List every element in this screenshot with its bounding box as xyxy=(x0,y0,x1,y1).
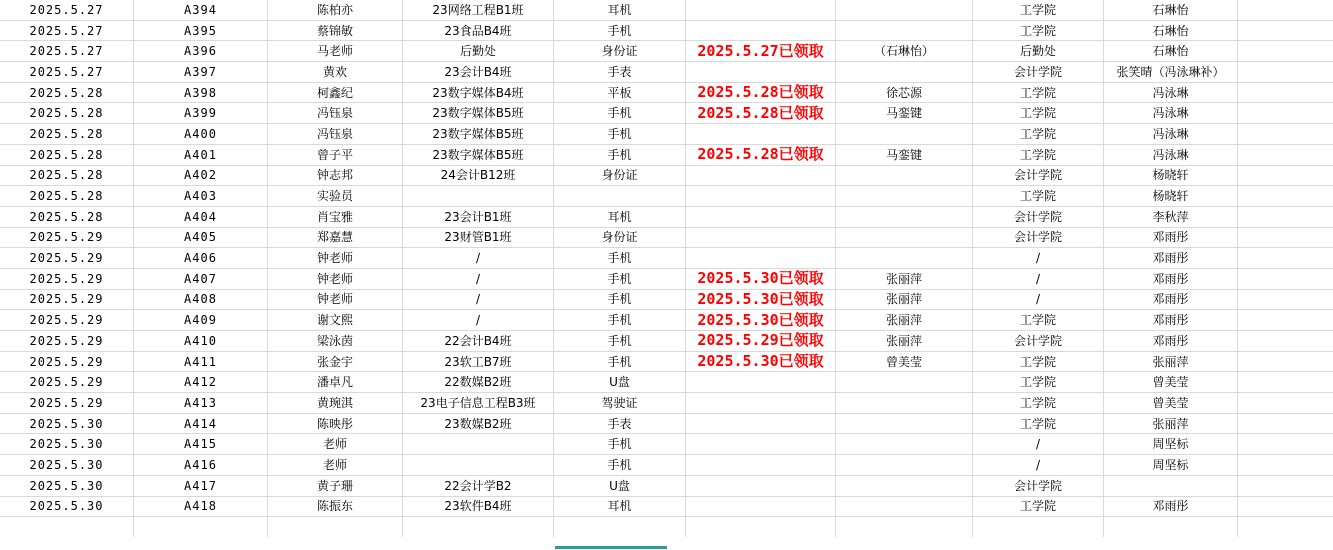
cell-extra[interactable] xyxy=(1238,248,1333,269)
cell-college[interactable]: / xyxy=(973,268,1104,289)
cell-date[interactable]: 2025.5.28 xyxy=(0,206,134,227)
cell-date[interactable]: 2025.5.28 xyxy=(0,165,134,186)
cell-status[interactable] xyxy=(686,0,836,20)
cell-id[interactable]: A409 xyxy=(134,310,268,331)
cell-date[interactable]: 2025.5.29 xyxy=(0,351,134,372)
cell-date[interactable]: 2025.5.29 xyxy=(0,268,134,289)
cell-handler[interactable]: 曾美莹 xyxy=(1104,372,1238,393)
table-row xyxy=(0,124,1333,145)
cell-status[interactable] xyxy=(686,434,836,455)
cell-extra[interactable] xyxy=(1238,206,1333,227)
table-row xyxy=(0,144,1333,165)
cell-class[interactable]: 23数字媒体B5班 xyxy=(403,144,554,165)
cell-name[interactable]: 冯钰泉 xyxy=(268,103,403,124)
cell-name[interactable]: 陈柏亦 xyxy=(268,0,403,20)
cell-claimer[interactable] xyxy=(836,62,973,83)
table-row xyxy=(0,289,1333,310)
cell-date[interactable]: 2025.5.29 xyxy=(0,331,134,352)
cell-name[interactable]: 老师 xyxy=(268,434,403,455)
cell-status[interactable] xyxy=(686,248,836,269)
cell-handler[interactable]: 石琳怡 xyxy=(1104,20,1238,41)
cell-status[interactable] xyxy=(686,455,836,476)
cell-extra[interactable] xyxy=(1238,475,1333,496)
cell-claimer[interactable] xyxy=(836,413,973,434)
cell-claimer[interactable] xyxy=(836,372,973,393)
cell-handler[interactable]: 邓雨彤 xyxy=(1104,268,1238,289)
cell-id[interactable]: A417 xyxy=(134,475,268,496)
cell-item[interactable]: 手机 xyxy=(554,331,686,352)
cell-empty[interactable] xyxy=(403,517,554,538)
cell-item[interactable]: 手机 xyxy=(554,310,686,331)
cell-status[interactable]: 2025.5.30已领取 xyxy=(686,310,836,331)
cell-extra[interactable] xyxy=(1238,372,1333,393)
cell-status[interactable]: 2025.5.29已领取 xyxy=(686,331,836,352)
cell-claimer[interactable] xyxy=(836,434,973,455)
cell-class[interactable]: 23软件B4班 xyxy=(403,496,554,517)
cell-class[interactable]: 24会计B12班 xyxy=(403,165,554,186)
cell-status[interactable] xyxy=(686,413,836,434)
cell-id[interactable]: A408 xyxy=(134,289,268,310)
cell-id[interactable]: A403 xyxy=(134,186,268,207)
cell-claimer[interactable] xyxy=(836,206,973,227)
cell-status[interactable] xyxy=(686,124,836,145)
cell-id[interactable]: A402 xyxy=(134,165,268,186)
cell-class[interactable]: / xyxy=(403,248,554,269)
cell-empty[interactable] xyxy=(268,517,403,538)
cell-item[interactable]: 手机 xyxy=(554,124,686,145)
cell-handler[interactable]: 邓雨彤 xyxy=(1104,289,1238,310)
cell-item[interactable]: 手机 xyxy=(554,455,686,476)
cell-date[interactable]: 2025.5.27 xyxy=(0,0,134,20)
cell-extra[interactable] xyxy=(1238,227,1333,248)
cell-extra[interactable] xyxy=(1238,62,1333,83)
cell-date[interactable]: 2025.5.27 xyxy=(0,20,134,41)
cell-extra[interactable] xyxy=(1238,434,1333,455)
cell-status[interactable]: 2025.5.28已领取 xyxy=(686,144,836,165)
cell-date[interactable]: 2025.5.30 xyxy=(0,496,134,517)
cell-status[interactable]: 2025.5.30已领取 xyxy=(686,289,836,310)
table-row xyxy=(0,20,1333,41)
cell-item[interactable]: 手机 xyxy=(554,351,686,372)
cell-extra[interactable] xyxy=(1238,144,1333,165)
cell-claimer[interactable] xyxy=(836,393,973,414)
cell-extra[interactable] xyxy=(1238,0,1333,20)
cell-status[interactable]: 2025.5.28已领取 xyxy=(686,82,836,103)
cell-name[interactable]: 郑嘉慧 xyxy=(268,227,403,248)
cell-claimer[interactable]: 张丽萍 xyxy=(836,331,973,352)
cell-id[interactable]: A395 xyxy=(134,20,268,41)
table-row xyxy=(0,227,1333,248)
cell-item[interactable]: 手机 xyxy=(554,103,686,124)
cell-college[interactable]: 工学院 xyxy=(973,186,1104,207)
cell-item[interactable]: 手机 xyxy=(554,268,686,289)
cell-status[interactable] xyxy=(686,372,836,393)
table-row xyxy=(0,393,1333,414)
cell-empty[interactable] xyxy=(134,517,268,538)
cell-id[interactable]: A394 xyxy=(134,0,268,20)
cell-college[interactable]: / xyxy=(973,434,1104,455)
cell-id[interactable]: A414 xyxy=(134,413,268,434)
cell-id[interactable]: A418 xyxy=(134,496,268,517)
cell-name[interactable]: 潘卓凡 xyxy=(268,372,403,393)
cell-empty[interactable] xyxy=(973,517,1104,538)
table-row xyxy=(0,248,1333,269)
cell-extra[interactable] xyxy=(1238,20,1333,41)
cell-name[interactable]: 老师 xyxy=(268,455,403,476)
cell-name[interactable]: 马老师 xyxy=(268,41,403,62)
cell-empty[interactable] xyxy=(686,517,836,538)
cell-extra[interactable] xyxy=(1238,455,1333,476)
cell-handler[interactable]: 冯泳琳 xyxy=(1104,103,1238,124)
cell-class[interactable] xyxy=(403,455,554,476)
cell-item[interactable]: 耳机 xyxy=(554,0,686,20)
cell-extra[interactable] xyxy=(1238,41,1333,62)
cell-handler[interactable]: 冯泳琳 xyxy=(1104,144,1238,165)
cell-extra[interactable] xyxy=(1238,413,1333,434)
cell-empty[interactable] xyxy=(1104,517,1238,538)
cell-id[interactable]: A400 xyxy=(134,124,268,145)
cell-status[interactable] xyxy=(686,206,836,227)
cell-id[interactable]: A411 xyxy=(134,351,268,372)
cell-extra[interactable] xyxy=(1238,165,1333,186)
cell-empty[interactable] xyxy=(0,517,134,538)
cell-date[interactable]: 2025.5.28 xyxy=(0,82,134,103)
cell-id[interactable]: A397 xyxy=(134,62,268,83)
cell-name[interactable]: 曾子平 xyxy=(268,144,403,165)
table-row xyxy=(0,165,1333,186)
cell-id[interactable]: A415 xyxy=(134,434,268,455)
cell-name[interactable]: 黄子珊 xyxy=(268,475,403,496)
cell-class[interactable]: 23食品B4班 xyxy=(403,20,554,41)
cell-id[interactable]: A405 xyxy=(134,227,268,248)
table-row xyxy=(0,41,1333,62)
cell-status[interactable] xyxy=(686,186,836,207)
cell-id[interactable]: A412 xyxy=(134,372,268,393)
cell-claimer[interactable]: 马銮键 xyxy=(836,144,973,165)
cell-college[interactable]: 工学院 xyxy=(973,310,1104,331)
cell-date[interactable]: 2025.5.29 xyxy=(0,248,134,269)
cell-status[interactable]: 2025.5.30已领取 xyxy=(686,268,836,289)
cell-date[interactable]: 2025.5.27 xyxy=(0,62,134,83)
cell-college[interactable]: 工学院 xyxy=(973,413,1104,434)
cell-item[interactable]: 身份证 xyxy=(554,41,686,62)
cell-item[interactable]: 身份证 xyxy=(554,165,686,186)
cell-college[interactable]: 工学院 xyxy=(973,393,1104,414)
cell-item[interactable]: U盘 xyxy=(554,475,686,496)
cell-item[interactable]: 耳机 xyxy=(554,496,686,517)
cell-name[interactable]: 钟老师 xyxy=(268,289,403,310)
cell-extra[interactable] xyxy=(1238,289,1333,310)
cell-handler[interactable]: 杨晓轩 xyxy=(1104,165,1238,186)
table-row xyxy=(0,206,1333,227)
cell-handler[interactable]: 冯泳琳 xyxy=(1104,124,1238,145)
cell-handler[interactable]: 邓雨彤 xyxy=(1104,310,1238,331)
table-row xyxy=(0,351,1333,372)
cell-name[interactable]: 钟老师 xyxy=(268,268,403,289)
cell-claimer[interactable] xyxy=(836,496,973,517)
cell-class[interactable]: 23会计B4班 xyxy=(403,62,554,83)
cell-item[interactable]: U盘 xyxy=(554,372,686,393)
cell-date[interactable]: 2025.5.28 xyxy=(0,144,134,165)
cell-claimer[interactable] xyxy=(836,20,973,41)
cell-claimer[interactable]: 张丽萍 xyxy=(836,310,973,331)
cell-id[interactable]: A401 xyxy=(134,144,268,165)
cell-item[interactable]: 手机 xyxy=(554,20,686,41)
cell-handler[interactable]: 曾美莹 xyxy=(1104,393,1238,414)
cell-name[interactable]: 实验员 xyxy=(268,186,403,207)
cell-class[interactable]: 22会计学B2 xyxy=(403,475,554,496)
cell-college[interactable]: 工学院 xyxy=(973,82,1104,103)
cell-college[interactable]: 会计学院 xyxy=(973,331,1104,352)
cell-class[interactable]: / xyxy=(403,268,554,289)
cell-class[interactable]: 23会计B1班 xyxy=(403,206,554,227)
cell-claimer[interactable]: （石琳怡） xyxy=(836,41,973,62)
cell-id[interactable]: A398 xyxy=(134,82,268,103)
table-row xyxy=(0,310,1333,331)
cell-status[interactable]: 2025.5.28已领取 xyxy=(686,103,836,124)
cell-empty[interactable] xyxy=(554,517,686,538)
cell-class[interactable] xyxy=(403,186,554,207)
cell-college[interactable]: 会计学院 xyxy=(973,206,1104,227)
cell-extra[interactable] xyxy=(1238,268,1333,289)
cell-class[interactable]: 23数字媒体B5班 xyxy=(403,103,554,124)
cell-extra[interactable] xyxy=(1238,351,1333,372)
cell-item[interactable]: 驾驶证 xyxy=(554,393,686,414)
table-row xyxy=(0,331,1333,352)
cell-class[interactable]: 23网络工程B1班 xyxy=(403,0,554,20)
cell-class[interactable]: 23数字媒体B4班 xyxy=(403,82,554,103)
cell-claimer[interactable]: 徐芯源 xyxy=(836,82,973,103)
cell-extra[interactable] xyxy=(1238,496,1333,517)
cell-claimer[interactable] xyxy=(836,165,973,186)
cell-item[interactable] xyxy=(554,186,686,207)
cell-college[interactable]: 会计学院 xyxy=(973,227,1104,248)
cell-name[interactable]: 梁泳茵 xyxy=(268,331,403,352)
cell-name[interactable]: 冯钰泉 xyxy=(268,124,403,145)
cell-class[interactable]: 22会计B4班 xyxy=(403,331,554,352)
cell-date[interactable]: 2025.5.29 xyxy=(0,393,134,414)
cell-college[interactable]: 工学院 xyxy=(973,124,1104,145)
cell-class[interactable]: 23财管B1班 xyxy=(403,227,554,248)
cell-item[interactable]: 手机 xyxy=(554,289,686,310)
cell-date[interactable]: 2025.5.29 xyxy=(0,372,134,393)
cell-status[interactable] xyxy=(686,393,836,414)
cell-item[interactable]: 手机 xyxy=(554,434,686,455)
cell-claimer[interactable] xyxy=(836,186,973,207)
cell-handler[interactable]: 张丽萍 xyxy=(1104,351,1238,372)
cell-name[interactable]: 蔡锦敏 xyxy=(268,20,403,41)
cell-extra[interactable] xyxy=(1238,393,1333,414)
cell-date[interactable]: 2025.5.28 xyxy=(0,124,134,145)
cell-handler[interactable]: 冯泳琳 xyxy=(1104,82,1238,103)
cell-class[interactable]: / xyxy=(403,289,554,310)
cell-class[interactable]: 23数字媒体B5班 xyxy=(403,124,554,145)
table-row xyxy=(0,413,1333,434)
cell-date[interactable]: 2025.5.29 xyxy=(0,227,134,248)
cell-handler[interactable]: 邓雨彤 xyxy=(1104,496,1238,517)
cell-item[interactable]: 手机 xyxy=(554,248,686,269)
cell-class[interactable] xyxy=(403,434,554,455)
cell-name[interactable]: 肖宝雅 xyxy=(268,206,403,227)
cell-extra[interactable] xyxy=(1238,331,1333,352)
cell-college[interactable]: / xyxy=(973,455,1104,476)
cell-claimer[interactable] xyxy=(836,455,973,476)
cell-name[interactable]: 钟志邦 xyxy=(268,165,403,186)
cell-date[interactable]: 2025.5.30 xyxy=(0,475,134,496)
cell-item[interactable]: 手机 xyxy=(554,144,686,165)
table-row xyxy=(0,475,1333,496)
cell-name[interactable]: 黄琬淇 xyxy=(268,393,403,414)
cell-claimer[interactable] xyxy=(836,0,973,20)
table-row xyxy=(0,372,1333,393)
cell-college[interactable]: 工学院 xyxy=(973,496,1104,517)
cell-status[interactable] xyxy=(686,165,836,186)
cell-item[interactable]: 身份证 xyxy=(554,227,686,248)
cell-item[interactable]: 平板 xyxy=(554,82,686,103)
cell-empty[interactable] xyxy=(836,517,973,538)
cell-status[interactable] xyxy=(686,20,836,41)
cell-extra[interactable] xyxy=(1238,310,1333,331)
cell-handler[interactable]: 杨晓轩 xyxy=(1104,186,1238,207)
cell-item[interactable]: 耳机 xyxy=(554,206,686,227)
cell-date[interactable]: 2025.5.30 xyxy=(0,434,134,455)
cell-date[interactable]: 2025.5.28 xyxy=(0,186,134,207)
table-row xyxy=(0,455,1333,476)
cell-status[interactable]: 2025.5.27已领取 xyxy=(686,41,836,62)
cell-class[interactable]: 23电子信息工程B3班 xyxy=(403,393,554,414)
cell-date[interactable]: 2025.5.29 xyxy=(0,289,134,310)
cell-claimer[interactable] xyxy=(836,124,973,145)
cell-status[interactable] xyxy=(686,475,836,496)
cell-item[interactable]: 手表 xyxy=(554,413,686,434)
cell-claimer[interactable] xyxy=(836,475,973,496)
table-row xyxy=(0,268,1333,289)
cell-id[interactable]: A410 xyxy=(134,331,268,352)
cell-status[interactable] xyxy=(686,496,836,517)
cell-college[interactable]: 工学院 xyxy=(973,103,1104,124)
cell-status[interactable] xyxy=(686,227,836,248)
cell-id[interactable]: A407 xyxy=(134,268,268,289)
cell-name[interactable]: 张金宇 xyxy=(268,351,403,372)
cell-empty[interactable] xyxy=(1238,517,1333,538)
cell-college[interactable]: 工学院 xyxy=(973,0,1104,20)
cell-id[interactable]: A413 xyxy=(134,393,268,414)
cell-id[interactable]: A406 xyxy=(134,248,268,269)
cell-class[interactable]: 23数媒B2班 xyxy=(403,413,554,434)
cell-date[interactable]: 2025.5.29 xyxy=(0,310,134,331)
cell-claimer[interactable]: 张丽萍 xyxy=(836,289,973,310)
cell-extra[interactable] xyxy=(1238,103,1333,124)
cell-date[interactable]: 2025.5.27 xyxy=(0,41,134,62)
cell-id[interactable]: A416 xyxy=(134,455,268,476)
cell-name[interactable]: 谢文熙 xyxy=(268,310,403,331)
cell-id[interactable]: A396 xyxy=(134,41,268,62)
cell-status[interactable] xyxy=(686,62,836,83)
cell-college[interactable]: 工学院 xyxy=(973,20,1104,41)
cell-id[interactable]: A404 xyxy=(134,206,268,227)
table-row xyxy=(0,0,1333,20)
cell-handler[interactable]: 张丽萍 xyxy=(1104,413,1238,434)
cell-id[interactable]: A399 xyxy=(134,103,268,124)
cell-handler[interactable]: 邓雨彤 xyxy=(1104,248,1238,269)
cell-claimer[interactable] xyxy=(836,227,973,248)
cell-college[interactable]: 工学院 xyxy=(973,144,1104,165)
cell-college[interactable]: / xyxy=(973,289,1104,310)
table-row xyxy=(0,62,1333,83)
cell-class[interactable]: 后勤处 xyxy=(403,41,554,62)
cell-date[interactable]: 2025.5.28 xyxy=(0,103,134,124)
cell-college[interactable]: 会计学院 xyxy=(973,165,1104,186)
cell-name[interactable]: 黄欢 xyxy=(268,62,403,83)
cell-name[interactable]: 陈振东 xyxy=(268,496,403,517)
cell-claimer[interactable] xyxy=(836,248,973,269)
table-row xyxy=(0,434,1333,455)
cell-claimer[interactable]: 张丽萍 xyxy=(836,268,973,289)
table-row xyxy=(0,103,1333,124)
cell-handler[interactable]: 石琳怡 xyxy=(1104,41,1238,62)
cell-handler[interactable]: 张笑晴（冯泳琳补） xyxy=(1104,62,1238,83)
cell-college[interactable]: 后勤处 xyxy=(973,41,1104,62)
cell-item[interactable]: 手表 xyxy=(554,62,686,83)
cell-date[interactable]: 2025.5.30 xyxy=(0,413,134,434)
cell-class[interactable]: / xyxy=(403,310,554,331)
cell-date[interactable]: 2025.5.30 xyxy=(0,455,134,476)
cell-extra[interactable] xyxy=(1238,186,1333,207)
cell-extra[interactable] xyxy=(1238,124,1333,145)
cell-college[interactable]: / xyxy=(973,248,1104,269)
cell-handler[interactable] xyxy=(1104,475,1238,496)
table-row xyxy=(0,186,1333,207)
cell-college[interactable]: 工学院 xyxy=(973,372,1104,393)
table-row xyxy=(0,496,1333,517)
cell-name[interactable]: 柯鑫纪 xyxy=(268,82,403,103)
cell-name[interactable]: 钟老师 xyxy=(268,248,403,269)
cell-claimer[interactable]: 马銮键 xyxy=(836,103,973,124)
cell-handler[interactable]: 周坚标 xyxy=(1104,434,1238,455)
cell-name[interactable]: 陈映彤 xyxy=(268,413,403,434)
cell-handler[interactable]: 邓雨彤 xyxy=(1104,331,1238,352)
cell-college[interactable]: 会计学院 xyxy=(973,475,1104,496)
cell-status[interactable]: 2025.5.30已领取 xyxy=(686,351,836,372)
cell-handler[interactable]: 邓雨彤 xyxy=(1104,227,1238,248)
table-row xyxy=(0,82,1333,103)
table-row-partial xyxy=(0,517,1333,538)
cell-handler[interactable]: 周坚标 xyxy=(1104,455,1238,476)
cell-handler[interactable]: 石琳怡 xyxy=(1104,0,1238,20)
cell-extra[interactable] xyxy=(1238,82,1333,103)
cell-class[interactable]: 23软工B7班 xyxy=(403,351,554,372)
cell-college[interactable]: 会计学院 xyxy=(973,62,1104,83)
cell-handler[interactable]: 李秋萍 xyxy=(1104,206,1238,227)
cell-college[interactable]: 工学院 xyxy=(973,351,1104,372)
cell-claimer[interactable]: 曾美莹 xyxy=(836,351,973,372)
cell-class[interactable]: 22数媒B2班 xyxy=(403,372,554,393)
